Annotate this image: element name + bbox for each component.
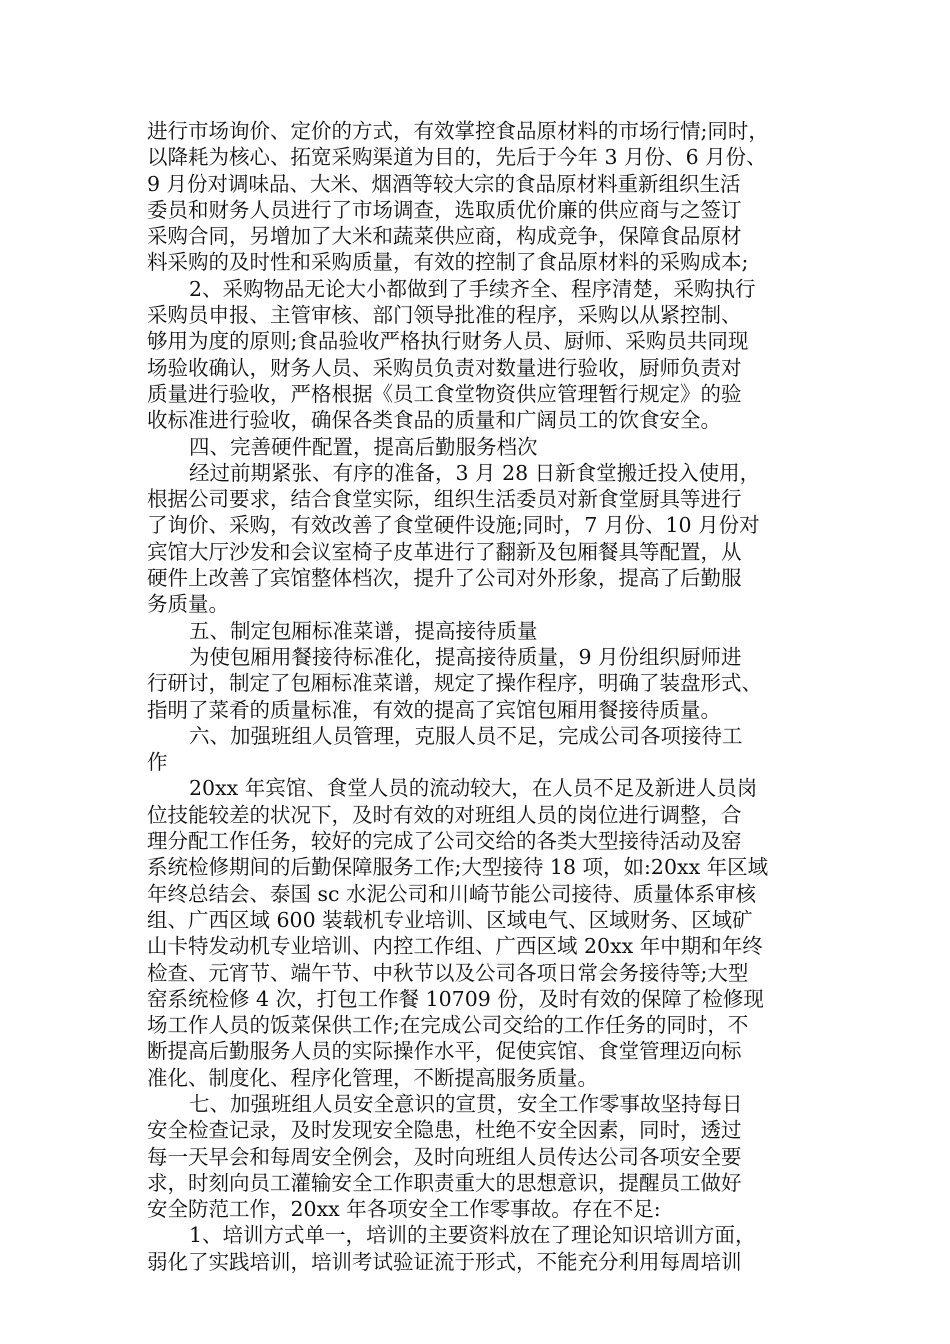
text-line: 弱化了实践培训，培训考试验证流于形式，不能充分利用每周培训 <box>147 1249 742 1274</box>
text-line: 作 <box>147 750 168 775</box>
text-line: 硬件上改善了宾馆整体档次，提升了公司对外形象，提高了后勤服 <box>147 566 742 591</box>
text-line: 准化、制度化、程序化管理，不断提高服务质量。 <box>147 1065 598 1090</box>
text-line: 够用为度的原则;食品验收严格执行财务人员、厨师、采购员共同现 <box>147 329 749 354</box>
text-line: 断提高后勤服务人员的实际操作水平，促使宾馆、食堂管理迈向标 <box>147 1039 742 1064</box>
text-line: 根据公司要求，结合食堂实际，组织生活委员对新食堂厨具等进行 <box>147 487 742 512</box>
text-line: 9 月份对调味品、大米、烟酒等较大宗的食品原材料重新组织生活 <box>147 171 741 196</box>
text-line: 六、加强班组人员管理，克服人员不足，完成公司各项接待工 <box>189 723 743 748</box>
text-line: 质量进行验收，严格根据《员工食堂物资供应管理暂行规定》的验 <box>147 381 742 406</box>
text-line: 五、制定包厢标准菜谱，提高接待质量 <box>189 618 538 643</box>
text-line: 以降耗为核心、拓宽采购渠道为目的，先后于今年 3 月份、6 月份、 <box>147 145 767 170</box>
text-line: 年终总结会、泰国 sc 水泥公司和川崎节能公司接待、质量体系审核 <box>147 881 757 906</box>
text-line: 采购合同，另增加了大米和蔬菜供应商，构成竞争，保障食品原材 <box>147 224 742 249</box>
text-line: 场验收确认，财务人员、采购员负责对数量进行验收，厨师负责对 <box>147 355 742 380</box>
text-line: 位技能较差的状况下，及时有效的对班组人员的岗位进行调整，合 <box>147 802 742 827</box>
text-line: 经过前期紧张、有序的准备，3 月 28 日新食堂搬迁投入使用， <box>189 460 761 485</box>
text-line: 四、完善硬件配置，提高后勤服务档次 <box>189 434 538 459</box>
text-line: 理分配工作任务，较好的完成了公司交给的各类大型接待活动及窑 <box>147 829 742 854</box>
text-line: 为使包厢用餐接待标准化，提高接待质量，9 月份组织厨师进 <box>189 644 742 669</box>
text-line: 七、加强班组人员安全意识的宣贯，安全工作零事故坚持每日 <box>189 1091 743 1116</box>
text-line: 求，时刻向员工灌输安全工作职责重大的思想意识，提醒员工做好 <box>147 1170 742 1195</box>
text-line: 组、广西区域 600 装载机专业培训、区域电气、区域财务、区域矿 <box>147 907 753 932</box>
text-line: 收标准进行验收，确保各类食品的质量和广阔员工的饮食安全。 <box>147 408 721 433</box>
text-line: 务质量。 <box>147 592 229 617</box>
text-line: 场工作人员的饭菜保供工作;在完成公司交给的工作任务的同时，不 <box>147 1013 749 1038</box>
text-line: 系统检修期间的后勤保障服务工作;大型接待 18 项，如:20xx 年区域 <box>147 855 769 880</box>
text-line: 采购员申报、主管审核、部门领导批准的程序，采购以从紧控制、 <box>147 303 742 328</box>
text-line: 山卡特发动机专业培训、内控工作组、广西区域 20xx 年中期和年终 <box>147 934 763 959</box>
text-line: 1、培训方式单一，培训的主要资料放在了理论知识培训方面， <box>189 1223 756 1248</box>
text-line: 委员和财务人员进行了市场调查，选取质优价廉的供应商与之签订 <box>147 197 742 222</box>
document-body <box>147 118 809 1275</box>
text-line: 宾馆大厅沙发和会议室椅子皮革进行了翻新及包厢餐具等配置，从 <box>147 539 742 564</box>
text-line: 20xx 年宾馆、食堂人员的流动较大，在人员不足及新进人员岗 <box>189 776 758 801</box>
text-line: 检查、元宵节、端午节、中秋节以及公司各项日常会务接待等;大型 <box>147 960 749 985</box>
text-line: 指明了菜肴的质量标准，有效的提高了宾馆包厢用餐接待质量。 <box>147 697 721 722</box>
text-line: 料采购的及时性和采购质量，有效的控制了食品原材料的采购成本; <box>147 250 749 275</box>
text-line: 进行市场询价、定价的方式，有效掌控食品原材料的市场行情;同时， <box>147 119 769 143</box>
text-line: 了询价、采购，有效改善了食堂硬件设施;同时，7 月份、10 月份对 <box>147 513 760 538</box>
text-line: 安全检查记录，及时发现安全隐患，杜绝不安全因素，同时，透过 <box>147 1118 742 1143</box>
text-line: 每一天早会和每周安全例会，及时向班组人员传达公司各项安全要 <box>147 1144 742 1169</box>
text-line: 安全防范工作，20xx 年各项安全工作零事故。存在不足: <box>147 1197 661 1222</box>
text-line: 窑系统检修 4 次，打包工作餐 10709 份，及时有效的保障了检修现 <box>147 986 764 1011</box>
text-line: 2、采购物品无论大小都做到了手续齐全、程序清楚，采购执行 <box>189 276 756 301</box>
text-line: 行研讨，制定了包厢标准菜谱，规定了操作程序，明确了装盘形式、 <box>147 671 762 696</box>
